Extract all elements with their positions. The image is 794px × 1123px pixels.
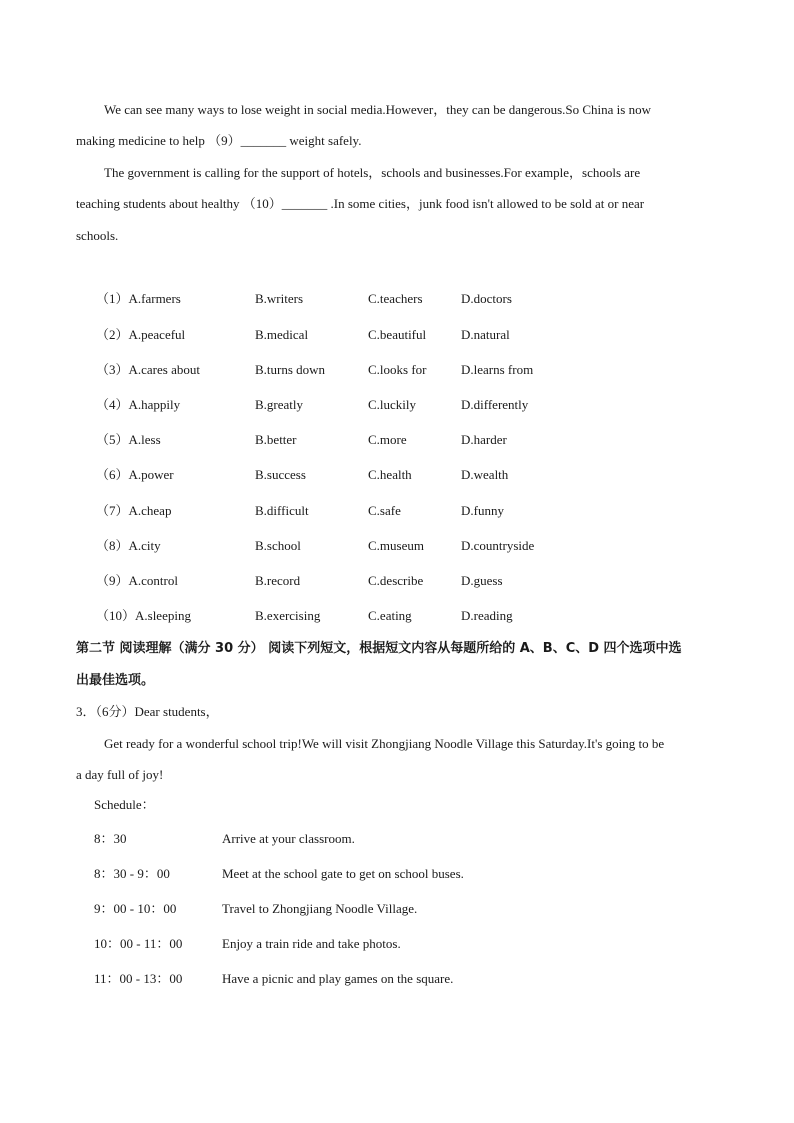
option-c: C.beautiful <box>368 327 427 342</box>
passage-line: teaching students about healthy （10）_______ .In some cities，junk food isn't allowed to be sold at or near <box>76 196 645 211</box>
option-a: （4）A.happily <box>96 397 181 412</box>
schedule-label: Schedule： <box>94 797 155 812</box>
passage-line: making medicine to help （9）_______ weight safely. <box>76 133 362 148</box>
schedule-time: 8：30 - 9：00 <box>94 866 170 881</box>
option-d: D.differently <box>461 397 529 412</box>
option-row <box>0 538 794 556</box>
option-b: B.success <box>255 467 306 482</box>
section-heading-cont: 出最佳选项。 <box>76 673 155 688</box>
schedule-time: 11：00 - 13：00 <box>94 971 183 986</box>
schedule-row <box>0 936 794 954</box>
passage-line: schools. <box>76 228 119 243</box>
option-d: D.reading <box>461 608 513 623</box>
option-c: C.describe <box>368 573 424 588</box>
schedule-activity: Have a picnic and play games on the square. <box>222 971 454 986</box>
option-d: D.countryside <box>461 538 535 553</box>
option-row <box>0 362 794 380</box>
schedule-row <box>0 866 794 884</box>
option-a: （1）A.farmers <box>96 291 181 306</box>
schedule-time: 10：00 - 11：00 <box>94 936 183 951</box>
schedule-row <box>0 831 794 849</box>
option-a: （6）A.power <box>96 467 174 482</box>
schedule-time: 9：00 - 10：00 <box>94 901 177 916</box>
option-b: B.difficult <box>255 503 309 518</box>
option-row <box>0 573 794 591</box>
option-a: （10）A.sleeping <box>96 608 191 623</box>
option-b: B.better <box>255 432 297 447</box>
schedule-row <box>0 971 794 989</box>
option-c: C.eating <box>368 608 412 623</box>
option-b: B.medical <box>255 327 309 342</box>
option-c: C.more <box>368 432 407 447</box>
option-a: （3）A.cares about <box>96 362 200 377</box>
option-d: D.guess <box>461 573 503 588</box>
option-a: （5）A.less <box>96 432 161 447</box>
passage-line: We can see many ways to lose weight in social media.However，they can be dangerous.So China is now <box>104 102 651 117</box>
passage-line: The government is calling for the support of hotels，schools and businesses.For example，schools are <box>104 165 641 180</box>
option-b: B.record <box>255 573 301 588</box>
option-b: B.exercising <box>255 608 321 623</box>
option-c: C.safe <box>368 503 401 518</box>
schedule-activity: Travel to Zhongjiang Noodle Village. <box>222 901 418 916</box>
option-a: （7）A.cheap <box>96 503 172 518</box>
schedule-activity: Meet at the school gate to get on school buses. <box>222 866 464 881</box>
option-a: （8）A.city <box>96 538 161 553</box>
schedule-row <box>0 901 794 919</box>
option-c: C.looks for <box>368 362 427 377</box>
schedule-activity: Enjoy a train ride and take photos. <box>222 936 401 951</box>
question-body-line: a day full of joy! <box>76 767 164 782</box>
option-d: D.learns from <box>461 362 534 377</box>
option-b: B.writers <box>255 291 304 306</box>
option-c: C.teachers <box>368 291 423 306</box>
option-d: D.funny <box>461 503 504 518</box>
option-d: D.wealth <box>461 467 509 482</box>
option-row <box>0 467 794 485</box>
schedule-time: 8：30 <box>94 831 127 846</box>
option-b: B.school <box>255 538 301 553</box>
option-row <box>0 397 794 415</box>
option-row <box>0 432 794 450</box>
option-b: B.greatly <box>255 397 304 412</box>
option-a: （2）A.peaceful <box>96 327 186 342</box>
option-d: D.natural <box>461 327 510 342</box>
option-b: B.turns down <box>255 362 326 377</box>
option-d: D.harder <box>461 432 507 447</box>
section-heading: 第二节 阅读理解（满分 30 分） 阅读下列短文，根据短文内容从每题所给的 A、B、C、D 四个选项中选 <box>76 641 682 656</box>
option-row <box>0 327 794 345</box>
option-row <box>0 608 794 626</box>
option-row <box>0 291 794 309</box>
option-c: C.museum <box>368 538 424 553</box>
option-c: C.health <box>368 467 412 482</box>
question-header: 3．（6分）Dear students， <box>76 704 219 719</box>
option-a: （9）A.control <box>96 573 178 588</box>
schedule-activity: Arrive at your classroom. <box>222 831 355 846</box>
option-d: D.doctors <box>461 291 512 306</box>
question-body-line: Get ready for a wonderful school trip!We will visit Zhongjiang Noodle Village this Saturday.It's going to be <box>104 736 665 751</box>
option-row <box>0 503 794 521</box>
option-c: C.luckily <box>368 397 417 412</box>
